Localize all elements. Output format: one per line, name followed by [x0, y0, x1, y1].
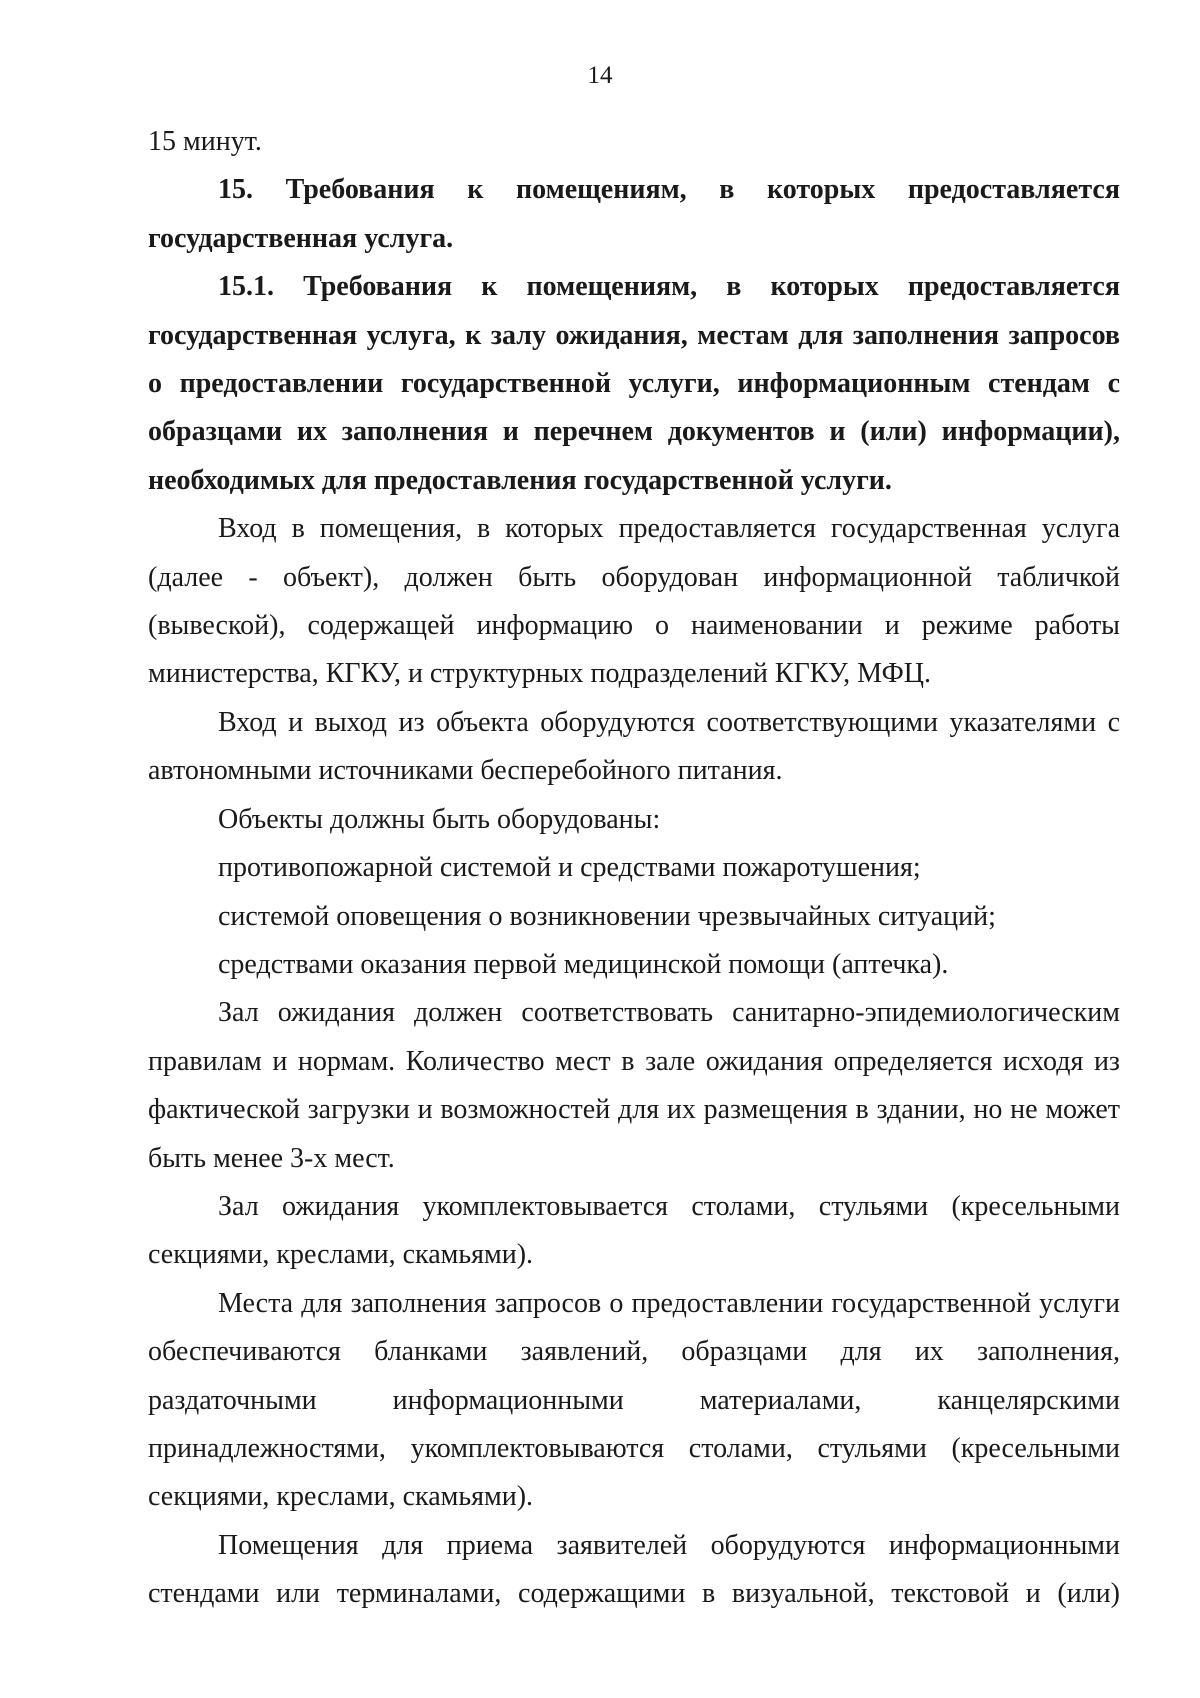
paragraph: Зал ожидания укомплектовывается столами, стульями (кресельными секциями, креслами, скамьями).: [148, 1190, 1120, 1271]
page-number: 14: [587, 62, 613, 89]
subsection-heading: 15.1. Требования к помещениям, в которых предоставляется государственная услуга, к залу ожидания, местам для заполнения запросов о предоставлении государственной услуги, информационным стендам с образцами их заполнения и перечнем документов и (или) информации), необходимых для предоставления государственной услуги.: [148, 271, 1120, 496]
document-body: [148, 118, 1120, 1619]
paragraph: Места для заполнения запросов о предоставлении государственной услуги обеспечиваются бланками заявлений, образцами для их заполнения, раздаточными информационными материалами, канцелярскими принадлежностями, укомплектовываются столами, стульями (кресельными секциями, креслами, скамьями).: [148, 1287, 1120, 1513]
list-item: системой оповещения о возникновении чрезвычайных ситуаций;: [218, 900, 996, 932]
paragraph: Объекты должны быть оборудованы:: [218, 803, 661, 835]
paragraph: 15 минут.: [148, 126, 262, 157]
paragraph: Помещения для приема заявителей оборудуются информационными стендами или терминалами, содержащими в визуальной, текстовой и (или): [148, 1529, 1120, 1610]
list-item: средствами оказания первой медицинской помощи (аптечка).: [218, 948, 949, 980]
paragraph: Вход и выход из объекта оборудуются соответствующими указателями с автономными источниками бесперебойного питания.: [148, 706, 1120, 787]
paragraph: Зал ожидания должен соответствовать санитарно-эпидемиологическим правилам и нормам. Количество мест в зале ожидания определяется исходя из фактической загрузки и возможностей для их размещения в здании, но не может быть менее 3-х мест.: [148, 997, 1120, 1174]
list-item: противопожарной системой и средствами пожаротушения;: [218, 852, 921, 884]
paragraph: Вход в помещения, в которых предоставляется государственная услуга (далее - объект), должен быть оборудован информационной табличкой (вывеской), содержащей информацию о наименовании и режиме работы министерства, КГКУ, и структурных подразделений КГКУ, МФЦ.: [148, 513, 1120, 690]
section-heading: 15. Требования к помещениям, в которых предоставляется государственная услуга.: [148, 174, 1120, 254]
